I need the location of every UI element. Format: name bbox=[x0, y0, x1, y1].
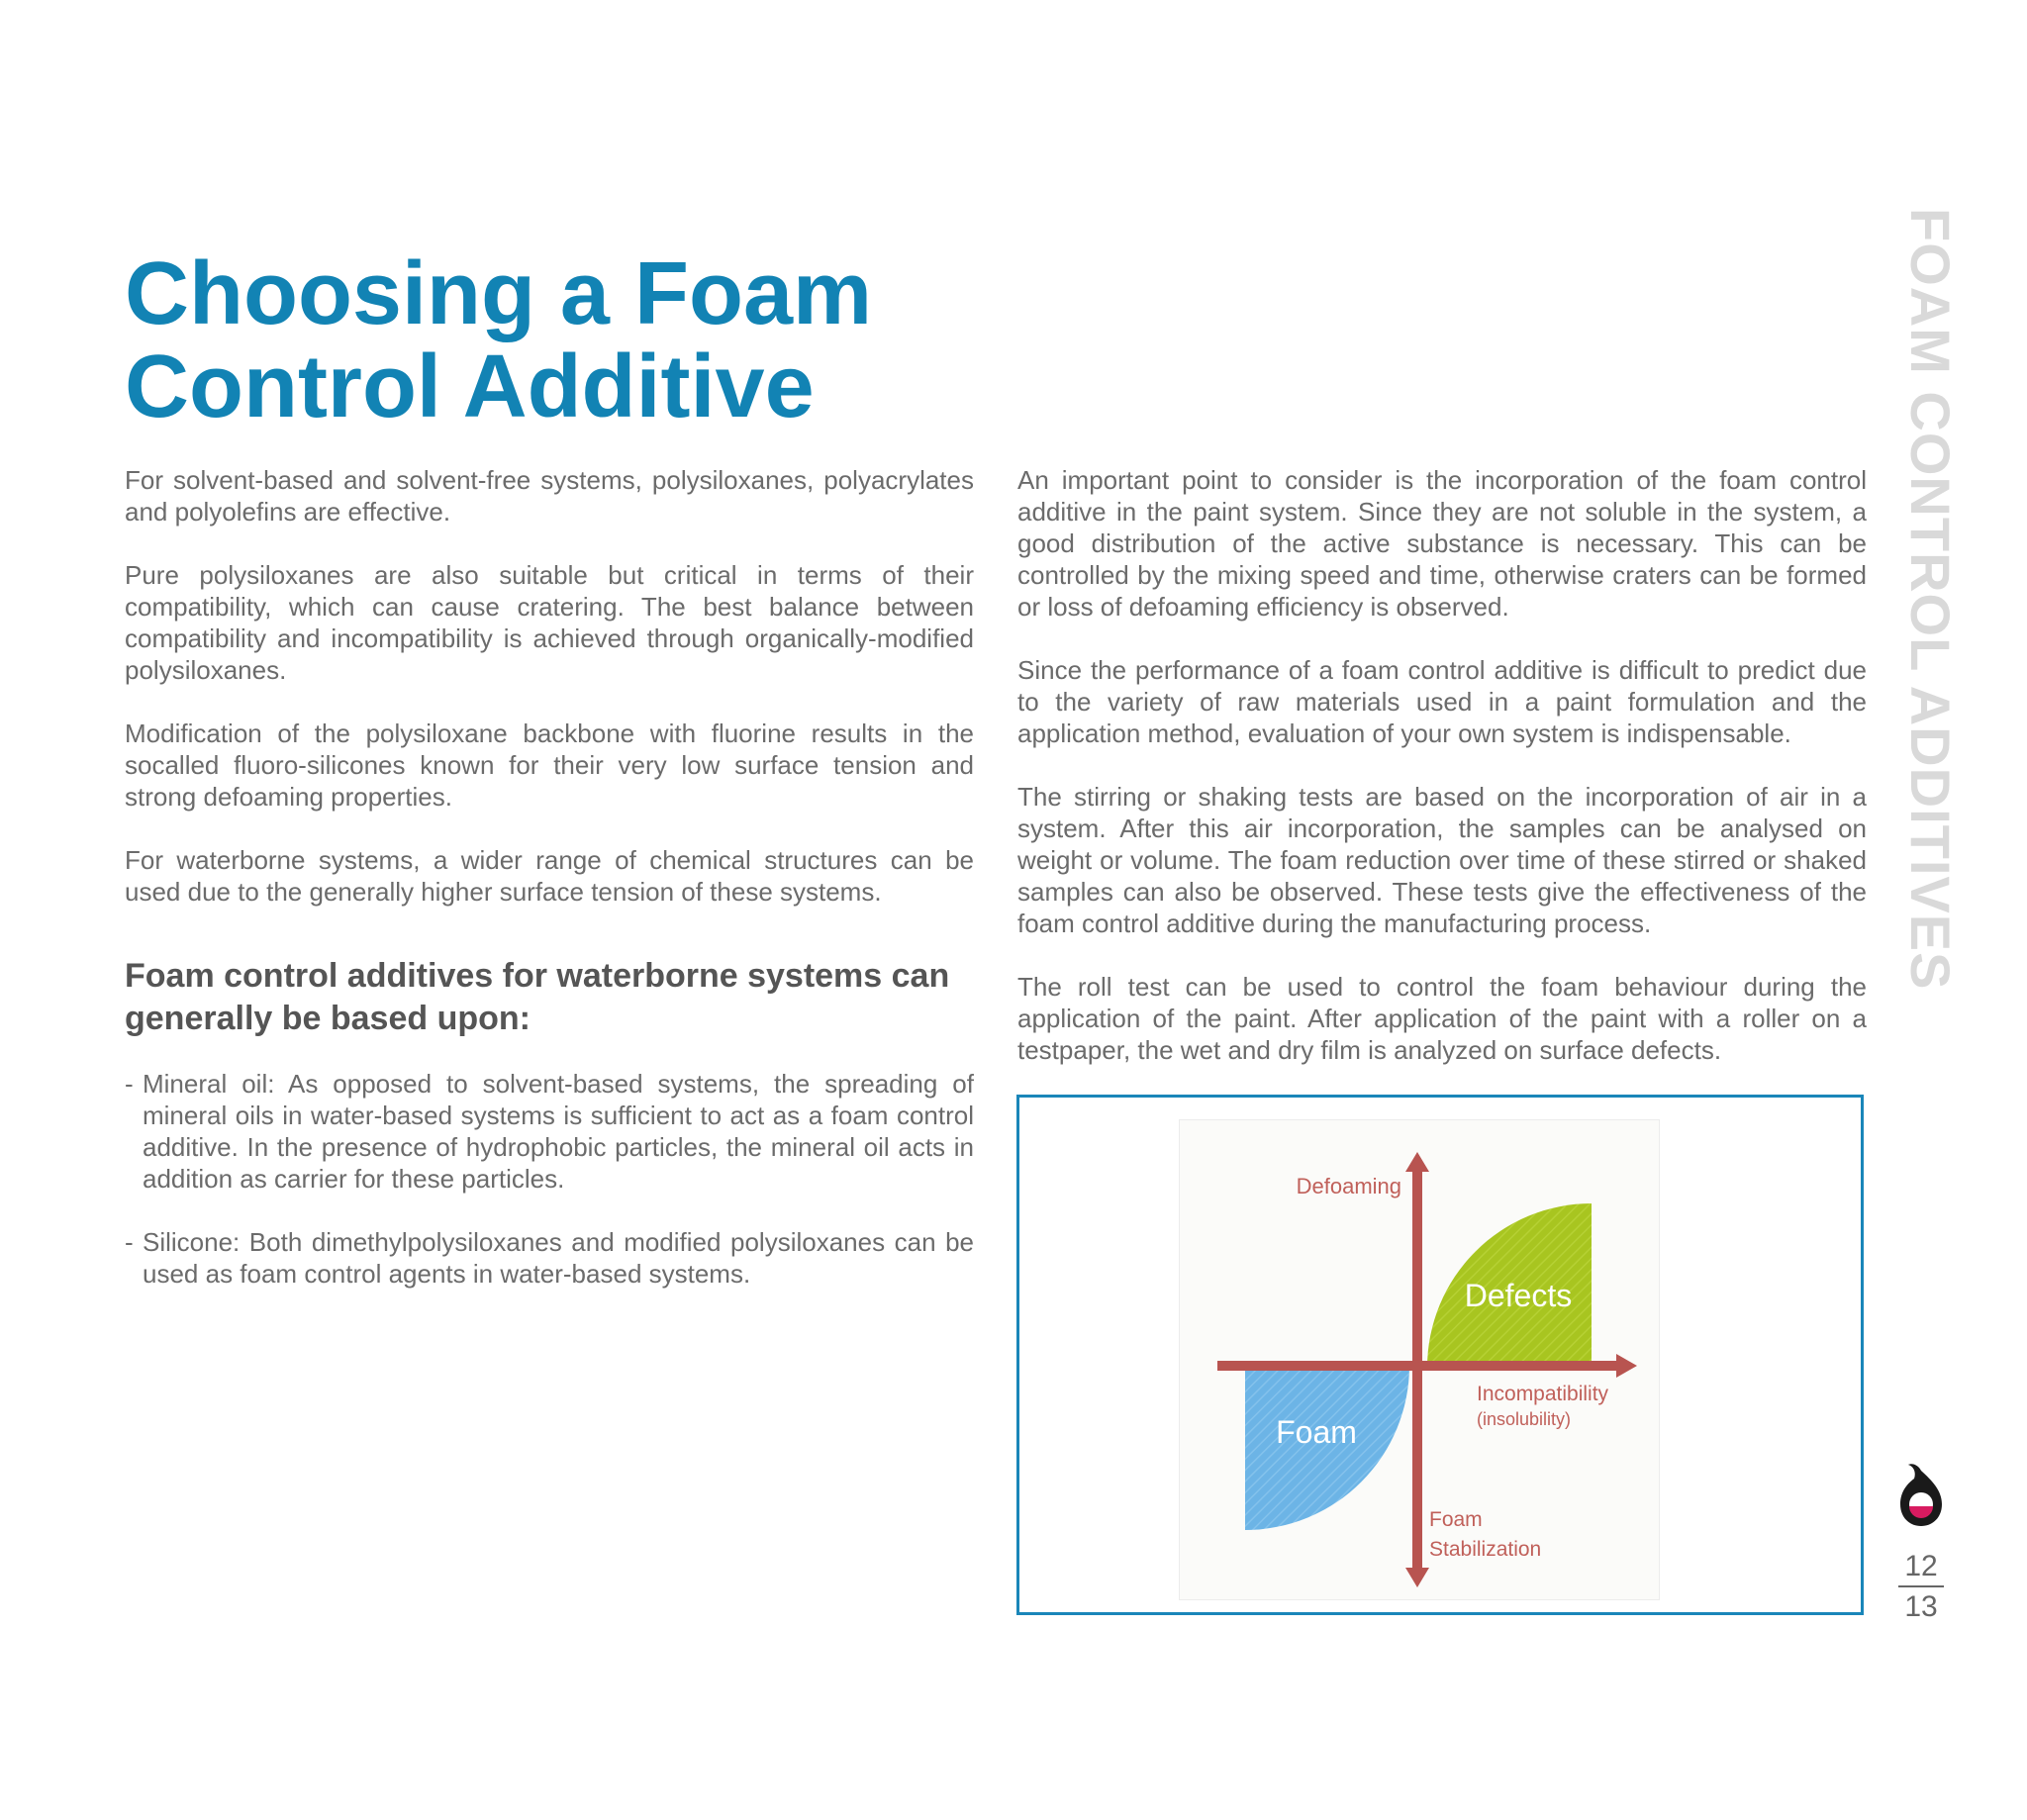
right-paragraph-1: An important point to consider is the incorporation of the foam control additive in the paint system. Since they are not soluble in the system, a good distribution of the active substance is necessary. This can be controlled by the mixing speed and time, otherwise craters can be formed or loss of defoaming efficiency is observed. bbox=[1017, 465, 1867, 622]
page-title-line-1: Choosing a Foam bbox=[125, 244, 873, 343]
x-axis-arrowhead bbox=[1616, 1354, 1637, 1378]
left-paragraph-4: For waterborne systems, a wider range of chemical structures can be used due to the generally higher surface tension of these systems. bbox=[125, 845, 974, 907]
y-axis-top-arrowhead bbox=[1405, 1152, 1429, 1172]
bullet-marker: - bbox=[125, 1227, 134, 1257]
foam-control-diagram bbox=[1180, 1120, 1659, 1599]
page-title bbox=[125, 244, 1015, 436]
bullet-text: Silicone: Both dimethylpolysiloxanes and modified polysiloxanes can be used as foam control agents in water-based systems. bbox=[143, 1227, 974, 1289]
bullet-item-silicone bbox=[125, 1226, 974, 1290]
y-axis-bottom-arrowhead bbox=[1405, 1568, 1429, 1587]
page-number-left: 12 bbox=[1904, 1550, 1938, 1582]
x-axis-sublabel: (insolubility) bbox=[1477, 1409, 1572, 1429]
foam-label: Foam bbox=[1276, 1414, 1357, 1450]
right-paragraph-2: Since the performance of a foam control additive is difficult to predict due to the variety of raw materials used in a paint formulation and the application method, evaluation of your own system is indispensable. bbox=[1017, 655, 1867, 748]
side-section-label: FOAM CONTROL ADDITIVES bbox=[1899, 208, 1962, 991]
page-number-right: 13 bbox=[1904, 1590, 1938, 1623]
right-column bbox=[1017, 464, 1867, 1098]
diagram-frame bbox=[1016, 1095, 1864, 1615]
left-paragraph-2: Pure polysiloxanes are also suitable but critical in terms of their compatibility, which can cause cratering. The best balance between compatibility and incompatibility is achieved through organically-modified polysiloxanes. bbox=[125, 560, 974, 685]
page-title-line-2: Control Additive bbox=[125, 337, 815, 436]
left-paragraph-1: For solvent-based and solvent-free systems, polysiloxanes, polyacrylates and polyolefins are effective. bbox=[125, 465, 974, 527]
drop-logo-icon bbox=[1898, 1461, 1944, 1528]
bullet-item-mineral-oil bbox=[125, 1068, 974, 1195]
right-paragraph-3: The stirring or shaking tests are based on the incorporation of air in a system. After this air incorporation, the samples can be analysed on weight or volume. The foam reduction over time of these stirred or shaked samples can also be observed. These tests give the effectiveness of the foam control additive during the manufacturing process. bbox=[1017, 782, 1867, 938]
bullet-list bbox=[125, 1068, 974, 1290]
y-axis-top-label: Defoaming bbox=[1296, 1174, 1401, 1198]
x-axis-label: Incompatibility bbox=[1477, 1383, 1609, 1405]
left-column bbox=[125, 464, 974, 1321]
section-subheading: Foam control additives for waterborne systems can generally be based upon: bbox=[125, 957, 950, 1037]
defects-label: Defects bbox=[1464, 1278, 1573, 1313]
page-number-divider bbox=[1898, 1585, 1944, 1587]
diagram-card bbox=[1179, 1119, 1660, 1600]
bullet-marker: - bbox=[125, 1069, 134, 1099]
bullet-text: Mineral oil: As opposed to solvent-based systems, the spreading of mineral oils in water-based systems is sufficient to act as a foam control additive. In the presence of hydrophobic particles, the mineral oil acts in addition as carrier for these particles. bbox=[143, 1069, 974, 1194]
right-paragraph-4: The roll test can be used to control the foam behaviour during the application of the paint. After application of the paint with a roller on a testpaper, the wet and dry film is analyzed on surface defects. bbox=[1017, 972, 1867, 1065]
y-axis-bottom-label-line-1: Foam bbox=[1429, 1508, 1483, 1531]
left-paragraph-3: Modification of the polysiloxane backbone with fluorine results in the socalled fluoro-silicones known for their very low surface tension and strong defoaming properties. bbox=[125, 718, 974, 812]
y-axis-bottom-label-line-2: Stabilization bbox=[1429, 1538, 1542, 1561]
